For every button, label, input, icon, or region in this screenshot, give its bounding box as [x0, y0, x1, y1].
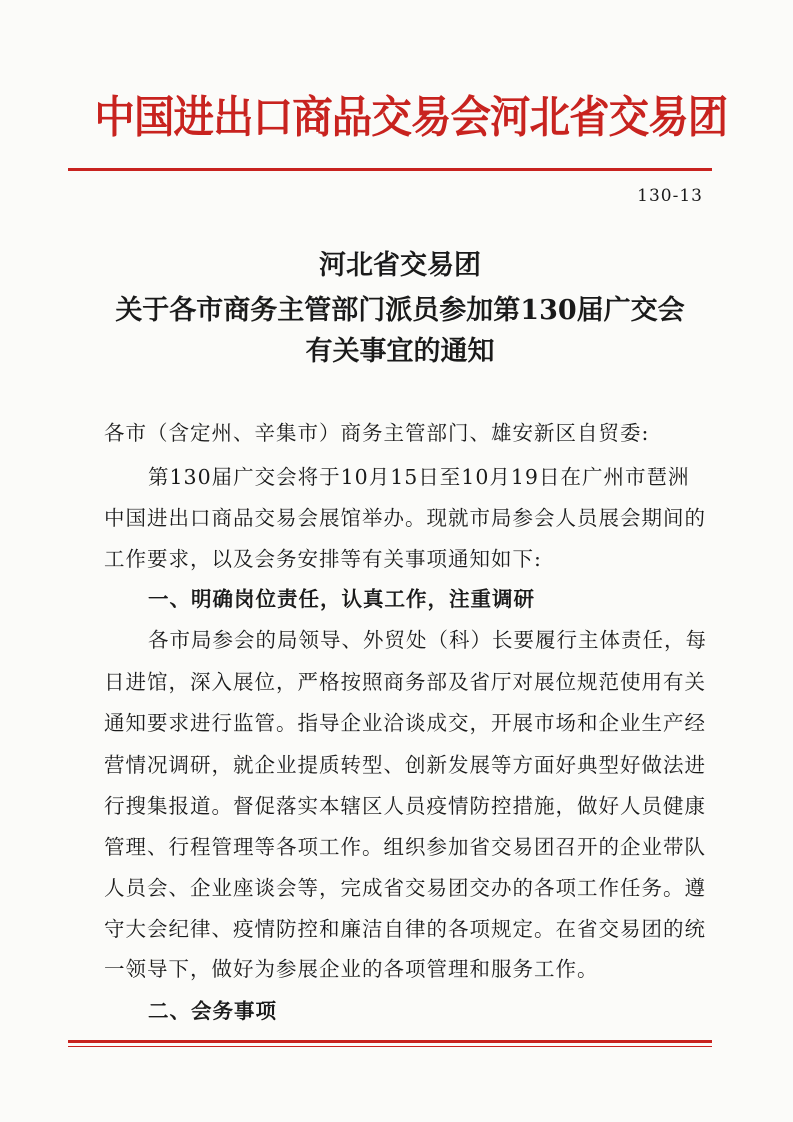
footer-divider — [68, 1040, 712, 1043]
title-line-3: 有关事宜的通知 — [305, 336, 495, 367]
letterhead-divider — [68, 168, 712, 171]
section1-line: 守大会纪律、疫情防控和廉洁自律的各项规定。在省交易团的统 — [104, 917, 706, 941]
title-line-2: 关于各市商务主管部门派员参加第130届广交会 — [115, 295, 685, 326]
section1-line: 通知要求进行监管。指导企业洽谈成交，开展市场和企业生产经 — [104, 711, 706, 735]
section2-heading: 二、会务事项 — [148, 999, 277, 1023]
section1-line: 一领导下，做好为参展企业的各项管理和服务工作。 — [104, 957, 599, 981]
intro-line: 中国进出口商品交易会展馆举办。现就市局参会人员展会期间的 — [104, 506, 706, 530]
section1-line: 行搜集报道。督促落实本辖区人员疫情防控措施，做好人员健康 — [104, 794, 706, 818]
section1-line: 营情况调研，就企业提质转型、创新发展等方面好典型好做法进 — [104, 753, 706, 777]
section1-line: 各市局参会的局领导、外贸处（科）长要履行主体责任，每 — [148, 628, 707, 652]
salutation: 各市（含定州、辛集市）商务主管部门、雄安新区自贸委: — [104, 421, 650, 445]
org-letterhead: 中国进出口商品交易会河北省交易团 — [94, 92, 728, 143]
section1-line: 日进馆，深入展位，严格按照商务部及省厅对展位规范使用有关 — [104, 670, 706, 694]
title-line-1: 河北省交易团 — [319, 250, 481, 281]
footer-divider-thin — [68, 1046, 712, 1047]
intro-line: 工作要求，以及会务安排等有关事项通知如下: — [104, 547, 542, 571]
document-number: 130-13 — [637, 186, 703, 206]
section1-heading: 一、明确岗位责任，认真工作，注重调研 — [148, 587, 535, 611]
section1-line: 人员会、企业座谈会等，完成省交易团交办的各项工作任务。遵 — [104, 876, 706, 900]
section1-line: 管理、行程管理等各项工作。组织参加省交易团召开的企业带队 — [104, 835, 706, 859]
intro-line: 第130届广交会将于10月15日至10月19日在广州市琶洲 — [148, 465, 690, 489]
